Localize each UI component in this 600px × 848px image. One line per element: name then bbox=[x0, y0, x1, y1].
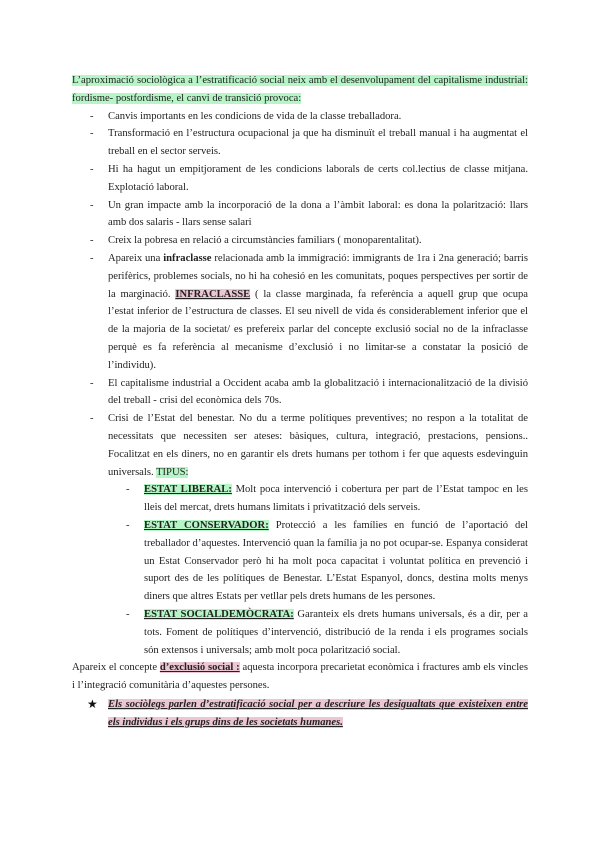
consequences-list bbox=[72, 108, 528, 660]
infraclasse-term: INFRACLASSE bbox=[175, 288, 251, 300]
type-conservador: - ESTAT CONSERVADOR: Protecció a les famílies en funció de l’aportació del treballador d’aquestes. Intervenció quan la família ja no pot ocupar-se. Espanya considerat un Estat Conservador però hi ha molt poca capacitat i voluntat política en prevenció i suport des de les polítiques de Benestar. L’Estat Espanyol, doncs, destina molts menys diners que altres Estats per vetllar pels drets humans de les persones. bbox=[108, 517, 528, 606]
list-item-welfare-crisis: - Crisi de l’Estat del benestar. No du a terme polítiques preventives; no respon a la totalitat de necessitats que necessiten ser ateses: bàsiques, cultura, integració, prestacions, pensions.. Focalitzat en els diners, no en garantir els drets humans per tothom i fer que aquests esdevinguin universals. TIPUS: - ESTAT LIBERAL: Molt poca intervenció i cobertura per part de l’Estat tampoc en les lleis del mercat, drets humans limitats i privatització dels serveis. - ESTAT CONSERVADOR: Protecció a les famílies en funció de l’aportació del treballador d’aquestes. Intervenció quan la família ja no pot ocupar-se. Espanya considerat un Estat Conservador però hi ha molt poca capacitat i voluntat política en prevenció i suport des de les polítiques de Benestar. L’Estat Espanyol, doncs, destina molts menys diners que altres Estats per vetllar pels drets humans de les persones. - ESTAT SOCIALDEMÒCRATA: Garanteix els drets humans universals, és a dir, per a tots. Foment de polítiques d’intervenció, distribució de la renda i els programes socials són extensos i universals; amb molt poca polarització social. bbox=[72, 410, 528, 659]
star-note-text: Els sociòlegs parlen d’estratificació social per a descriure les desigualtats que existeixen entre els individus i els grups dins de les societats humanes. bbox=[108, 698, 528, 728]
type-liberal: - ESTAT LIBERAL: Molt poca intervenció i cobertura per part de l’Estat tampoc en les lleis del mercat, drets humans limitats i privatització dels serveis. bbox=[108, 481, 528, 517]
list-item: - Canvis importants en les condicions de vida de la classe treballadora. bbox=[72, 108, 528, 126]
star-note bbox=[72, 696, 528, 732]
tipus-label: TIPUS: bbox=[156, 466, 189, 478]
type-term: ESTAT CONSERVADOR: bbox=[144, 519, 269, 531]
type-term: ESTAT LIBERAL: bbox=[144, 484, 232, 496]
type-socialdemocrata: - ESTAT SOCIALDEMÒCRATA: Garanteix els drets humans universals, és a dir, per a tots. Foment de polítiques d’intervenció, distribució de la renda i els programes socials són extensos i universals; amb molt poca polarització social. bbox=[108, 606, 528, 659]
list-item: - El capitalisme industrial a Occident acaba amb la globalització i internacionalització de la divisió del treball - crisi del econòmica dels 70s. bbox=[72, 375, 528, 411]
star-icon: ★ bbox=[87, 696, 98, 711]
list-item: - Hi ha hagut un empitjorament de les condicions laborals de certs col.lectius de classe mitjana. Explotació laboral. bbox=[72, 161, 528, 197]
infraclasse-bold: infraclasse bbox=[163, 252, 212, 264]
list-item: - Un gran impacte amb la incorporació de la dona a l’àmbit laboral: es dona la polarització: llars amb dos salaris - llars sense salari bbox=[72, 197, 528, 233]
type-term: ESTAT SOCIALDEMÒCRATA: bbox=[144, 608, 294, 620]
exclusion-term: d’exclusió social : bbox=[159, 662, 240, 674]
list-item: - Transformació en l’estructura ocupacional ja que ha disminuït el treball manual i ha augmentat el treball en el sector serveis. bbox=[72, 125, 528, 161]
document-body bbox=[72, 72, 528, 731]
list-item: - Creix la pobresa en relació a circumstàncies familiars ( monoparentalitat). bbox=[72, 232, 528, 250]
intro-paragraph bbox=[72, 72, 528, 108]
list-item-infraclasse: - Apareix una infraclasse relacionada amb la immigració: immigrants de 1ra i 2na generació; barris perifèrics, problemes socials, no hi ha cohesió en les comunitats, poques perspectives per sortir de la marginació. INFRACLASSE ( la classe marginada, fa referència a aquell grup que ocupa l’estat inferior de l’estructura de classes. El seu nivell de vida és considerablement inferior que el de la majoria de la societat/ es prefereix parlar del concepte exclusió social no de la infraclasse perquè es fa referència al mecanisme d’exclusió i no limitar-se a constatar la posició de l’individu). bbox=[72, 250, 528, 375]
exclusion-paragraph: Apareix el concepte d’exclusió social : aquesta incorpora precarietat econòmica i fractures amb els vincles i l’integració comunitària d’aquestes persones. bbox=[72, 662, 528, 692]
welfare-types-list bbox=[108, 481, 528, 659]
intro-highlight: L’aproximació sociològica a l’estratificació social neix amb el desenvolupament del capitalisme industrial: fordisme- postfordisme, el canvi de transició provoca: bbox=[72, 75, 528, 104]
